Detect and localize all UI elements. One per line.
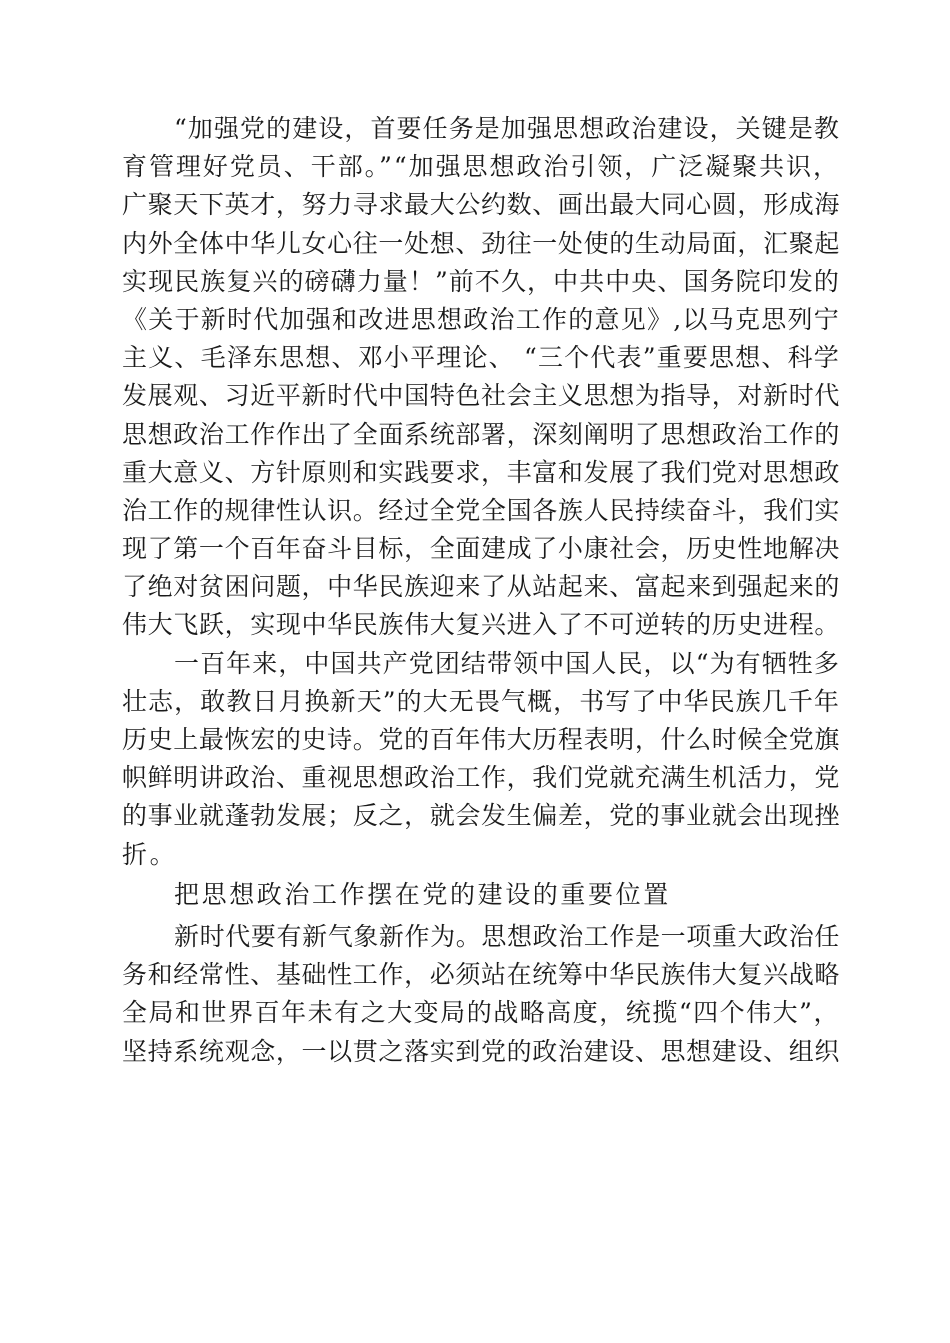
text-line: 治工作的规律性认识。经过全党全国各族人民持续奋斗，我们实 xyxy=(122,495,840,525)
text-line: 坚持系统观念，一以贯之落实到党的政治建设、思想建设、组织 xyxy=(122,1036,840,1066)
text-line: 实现民族复兴的磅礴力量！”前不久，中共中央、国务院印发的 xyxy=(122,266,840,296)
text-line: 广聚天下英才，努力寻求最大公约数、画出最大同心圆，形成海 xyxy=(122,190,840,220)
text-line: 主义、毛泽东思想、邓小平理论、 “三个代表”重要思想、科学 xyxy=(122,343,840,373)
text-line: 壮志，敢教日月换新天”的大无畏气概，书写了中华民族几千年 xyxy=(122,686,840,716)
text-line: 一百年来，中国共产党团结带领中国人民，以“为有牺牲多 xyxy=(174,648,840,678)
text-line: 务和经常性、基础性工作，必须站在统筹中华民族伟大复兴战略 xyxy=(122,960,840,990)
section-heading: 把思想政治工作摆在党的建设的重要位置 xyxy=(174,879,671,909)
text-line: 全局和世界百年未有之大变局的战略高度，统揽“四个伟大”， xyxy=(122,998,840,1028)
text-line: 现了第一个百年奋斗目标，全面建成了小康社会，历史性地解决 xyxy=(122,534,840,564)
paragraph-1 xyxy=(122,110,840,645)
text-line: 内外全体中华儿女心往一处想、劲往一处使的生动局面，汇聚起 xyxy=(122,228,840,258)
text-line: 折。 xyxy=(122,839,178,869)
text-line: 育管理好党员、干部。”“加强思想政治引领，广泛凝聚共识， xyxy=(122,152,840,182)
text-line: 的事业就蓬勃发展；反之，就会发生偏差，党的事业就会出现挫 xyxy=(122,801,840,831)
document-body xyxy=(122,110,840,1071)
text-line: 伟大飞跃，实现中华民族伟大复兴进入了不可逆转的历史进程。 xyxy=(122,610,840,640)
text-line: 历史上最恢宏的史诗。党的百年伟大历程表明，什么时候全党旗 xyxy=(122,725,840,754)
text-line: 了绝对贫困问题，中华民族迎来了从站起来、富起来到强起来的 xyxy=(122,572,840,602)
text-line: 新时代要有新气象新作为。思想政治工作是一项重大政治任 xyxy=(174,921,840,951)
text-line: “加强党的建设，首要任务是加强思想政治建设，关键是教 xyxy=(174,114,840,143)
text-line: 重大意义、方针原则和实践要求，丰富和发展了我们党对思想政 xyxy=(122,457,840,487)
text-line: 《关于新时代加强和改进思想政治工作的意见》,以马克思列宁 xyxy=(122,304,840,334)
paragraph-2 xyxy=(122,645,840,874)
paragraph-3 xyxy=(122,918,840,1071)
text-line: 思想政治工作作出了全面系统部署，深刻阐明了思想政治工作的 xyxy=(122,419,840,449)
text-line: 帜鲜明讲政治、重视思想政治工作，我们党就充满生机活力，党 xyxy=(122,763,840,793)
text-line: 发展观、习近平新时代中国特色社会主义思想为指导，对新时代 xyxy=(122,381,840,411)
